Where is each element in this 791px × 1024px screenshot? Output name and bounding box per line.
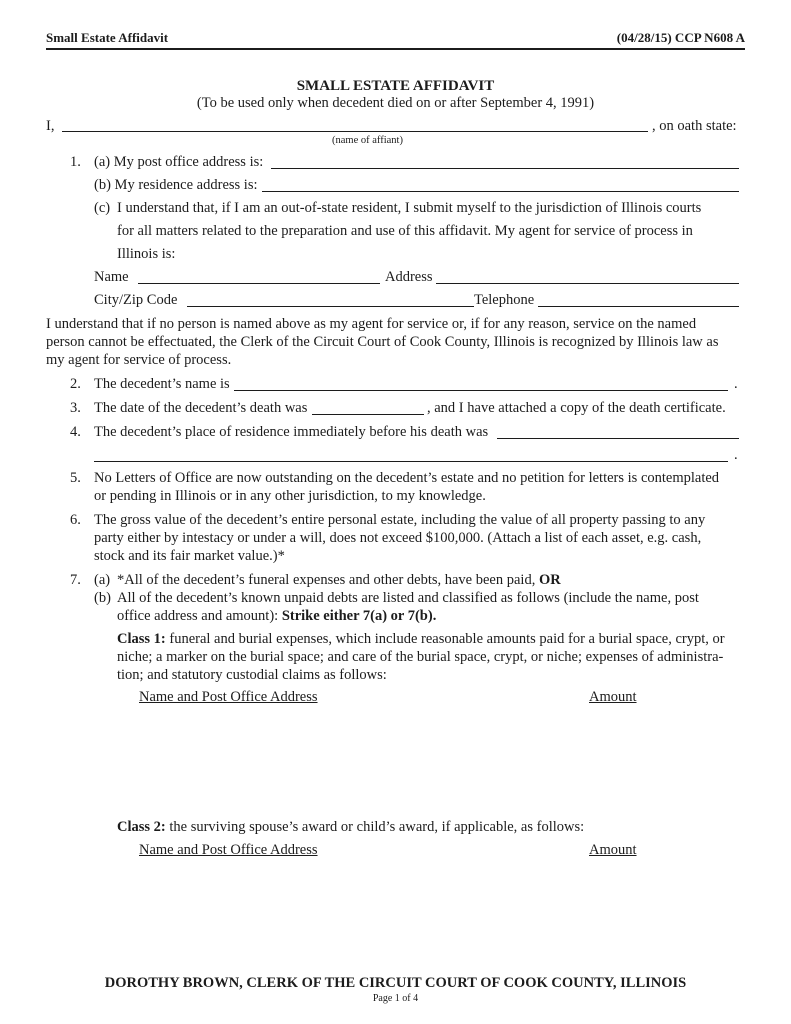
- agent-paragraph-line3: my agent for service of process.: [46, 352, 232, 368]
- form-name: Small Estate Affidavit: [46, 30, 169, 45]
- item-7a: [117, 571, 561, 589]
- item-1a-text: My post office address is:: [113, 154, 264, 170]
- item-7a-text: *All of the decedent’s funeral expenses and other debts, have been paid,: [117, 572, 536, 588]
- item-3-number: 3.: [70, 400, 81, 416]
- agent-name-field[interactable]: [138, 272, 380, 284]
- item-7-number: 7.: [70, 572, 81, 588]
- class-2-text: the surviving spouse’s award or child’s award, if applicable, as follows:: [169, 819, 585, 835]
- item-4-end: .: [734, 447, 738, 463]
- item-3-text-after: , and I have attached a copy of the death certificate.: [427, 400, 726, 416]
- item-7b-label: (b): [94, 590, 111, 606]
- item-7b-line2-text: office address and amount):: [117, 608, 279, 624]
- form-number: (04/28/15) CCP N608 A: [616, 30, 745, 45]
- agent-telephone-field[interactable]: [538, 295, 739, 307]
- class-2-col-amount: Amount: [589, 842, 637, 858]
- item-7b-line1: All of the decedent’s known unpaid debts are listed and classified as follows (include the name, post: [117, 590, 699, 606]
- page-subtitle: (To be used only when decedent died on or after September 4, 1991): [196, 95, 595, 111]
- item-1c-line3: Illinois is:: [117, 246, 176, 262]
- post-office-address-field[interactable]: [271, 157, 739, 169]
- item-6-line1: The gross value of the decedent’s entire personal estate, including the value of all property passing to any: [94, 512, 706, 528]
- item-1b-text: My residence address is:: [114, 177, 258, 193]
- class-1-line2: niche; a marker on the burial space; and care of the burial space, crypt, or niche; expenses of administra-: [117, 649, 724, 665]
- agent-address-field[interactable]: [436, 272, 739, 284]
- class-2-col-name: Name and Post Office Address: [139, 842, 318, 858]
- item-1a: [94, 153, 263, 171]
- agent-cityzip-field[interactable]: [187, 295, 474, 307]
- page-number: Page 1 of 4: [372, 993, 419, 1004]
- item-1c-label: (c): [94, 200, 111, 216]
- item-1c-line1: I understand that, if I am an out-of-state resident, I submit myself to the jurisdiction of Illinois courts: [117, 200, 702, 216]
- item-7b-line2: [117, 607, 436, 625]
- item-4-number: 4.: [70, 424, 81, 440]
- item-5-number: 5.: [70, 470, 81, 486]
- affiant-prefix: I,: [46, 118, 55, 134]
- agent-paragraph-line2: person cannot be effectuated, the Clerk of the Circuit Court of Cook County, Illinois is recognized by Illinois law as: [46, 334, 719, 350]
- item-1-number: 1.: [70, 154, 81, 170]
- class-1-col-name: Name and Post Office Address: [139, 689, 318, 705]
- item-4-text: The decedent’s place of residence immediately before his death was: [94, 424, 489, 440]
- agent-cityzip-label: City/Zip Code: [94, 292, 178, 308]
- item-6-line2: party either by intestacy or under a will, does not exceed $100,000. (Attach a list of each asset, e.g. cash,: [94, 530, 702, 546]
- item-7b-strike: Strike either 7(a) or 7(b).: [281, 608, 437, 624]
- class-1-label: Class 1:: [117, 631, 166, 647]
- item-6-line3: stock and its fair market value.)*: [94, 548, 285, 564]
- item-5-line1: No Letters of Office are now outstanding on the decedent’s estate and no petition for letters is contemplated: [94, 470, 720, 486]
- item-1c-line2: for all matters related to the preparation and use of this affidavit. My agent for service of process in: [117, 223, 693, 239]
- decedent-name-field[interactable]: [234, 379, 728, 391]
- item-2-text: The decedent’s name is: [94, 376, 230, 392]
- footer-clerk-title: DOROTHY BROWN, CLERK OF THE CIRCUIT COURT OF COOK COUNTY, ILLINOIS: [104, 975, 687, 991]
- item-1a-label: (a): [94, 154, 111, 170]
- residence-place-field-1[interactable]: [497, 427, 739, 439]
- affiant-line: [46, 117, 54, 135]
- item-3-text-before: The date of the decedent’s death was: [94, 400, 308, 416]
- death-date-field[interactable]: [312, 403, 424, 415]
- affiant-suffix: , on oath state:: [652, 118, 737, 134]
- residence-place-field-2[interactable]: [94, 450, 728, 462]
- class-1-line3: tion; and statutory custodial claims as follows:: [117, 667, 387, 683]
- affiant-name-field[interactable]: [62, 120, 648, 132]
- agent-paragraph-line1: I understand that if no person is named above as my agent for service or, if for any reason, service on the named: [46, 316, 697, 332]
- agent-name-label: Name: [94, 269, 129, 285]
- item-1b: [94, 176, 258, 194]
- agent-telephone-label: Telephone: [474, 292, 535, 308]
- residence-address-field[interactable]: [262, 180, 739, 192]
- agent-address-label: Address: [385, 269, 433, 285]
- class-2-label: Class 2:: [117, 819, 166, 835]
- item-2-end: .: [734, 376, 738, 392]
- header-rule: [46, 48, 745, 50]
- item-7a-or: OR: [538, 572, 561, 588]
- item-2-number: 2.: [70, 376, 81, 392]
- item-6-number: 6.: [70, 512, 81, 528]
- item-5-line2: or pending in Illinois or in any other jurisdiction, to my knowledge.: [94, 488, 486, 504]
- item-7a-label: (a): [94, 572, 111, 588]
- class-2-line: [117, 818, 584, 836]
- page-title: SMALL ESTATE AFFIDAVIT: [296, 78, 495, 94]
- class-1-col-amount: Amount: [589, 689, 637, 705]
- class-1-text-1: funeral and burial expenses, which include reasonable amounts paid for a burial space, crypt, or: [169, 631, 725, 647]
- class-1-line1: [117, 630, 725, 648]
- affiant-caption: (name of affiant): [332, 135, 403, 146]
- item-1b-label: (b): [94, 177, 111, 193]
